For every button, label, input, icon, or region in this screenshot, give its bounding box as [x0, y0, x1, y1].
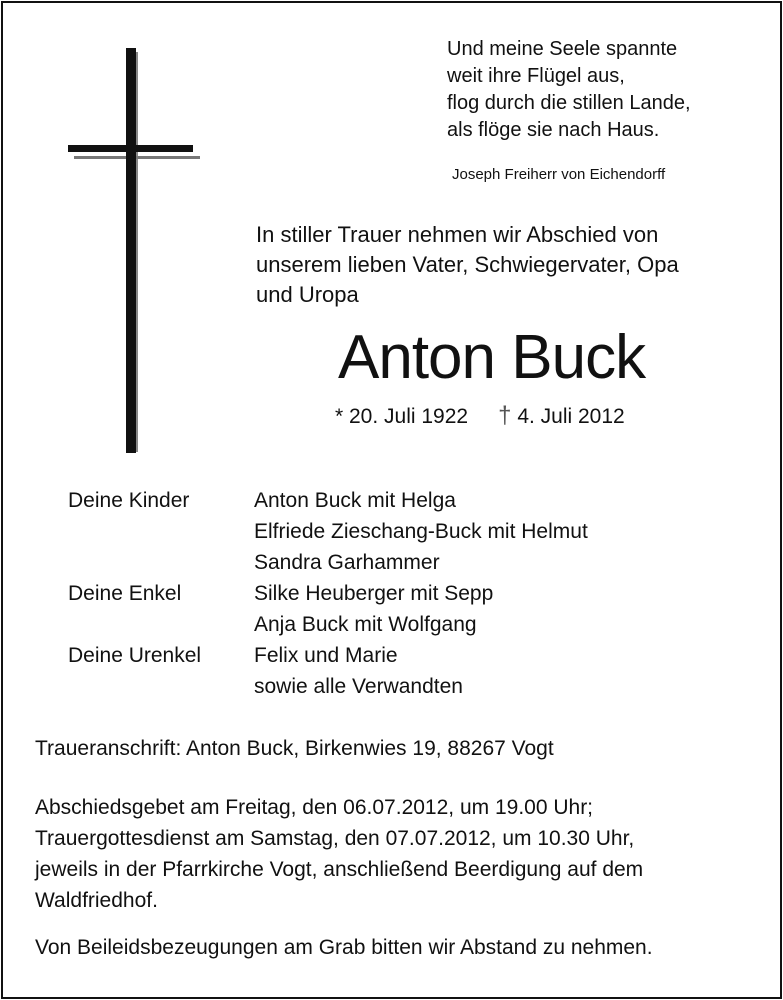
closing-note: Von Beileidsbezeugungen am Grab bitten wir Abstand zu nehmen. — [35, 936, 653, 959]
dagger-icon: † — [498, 402, 512, 429]
family-names — [254, 485, 588, 578]
birth-date: * 20. Juli 1922 — [335, 405, 469, 428]
family-label: Deine Enkel — [68, 582, 182, 605]
family-name: Anton Buck mit Helga — [254, 489, 456, 512]
poem — [447, 36, 691, 144]
family-names — [254, 578, 493, 640]
service-line: jeweils in der Pfarrkirche Vogt, anschließend Beerdigung auf dem — [35, 858, 644, 881]
intro-line: unserem lieben Vater, Schwiegervater, Opa — [256, 252, 679, 277]
intro-line: und Uropa — [256, 282, 359, 307]
service-line: Waldfriedhof. — [35, 889, 158, 912]
intro-text — [256, 220, 679, 310]
family-label: Deine Urenkel — [68, 644, 202, 667]
mourning-address: Traueranschrift: Anton Buck, Birkenwies 19, 88267 Vogt — [35, 737, 554, 760]
poem-line: weit ihre Flügel aus, — [447, 65, 625, 87]
death-date: 4. Juli 2012 — [517, 405, 625, 428]
family-name: Felix und Marie — [254, 644, 398, 667]
family-label: Deine Kinder — [68, 489, 190, 512]
family-name: sowie alle Verwandten — [254, 675, 463, 698]
family-name: Elfriede Zieschang-Buck mit Helmut — [254, 520, 588, 543]
family-name: Silke Heuberger mit Sepp — [254, 582, 494, 605]
family-name: Sandra Garhammer — [254, 551, 440, 574]
poem-line: flog durch die stillen Lande, — [447, 92, 691, 114]
deceased-name: Anton Buck — [338, 323, 646, 392]
poem-author: Joseph Freiherr von Eichendorff — [452, 166, 666, 183]
service-info — [35, 792, 643, 916]
family-names — [254, 640, 463, 702]
family-name: Anja Buck mit Wolfgang — [254, 613, 477, 636]
service-line: Abschiedsgebet am Freitag, den 06.07.2012, um 19.00 Uhr; — [35, 796, 594, 819]
intro-line: In stiller Trauer nehmen wir Abschied von — [256, 222, 659, 247]
poem-line: als flöge sie nach Haus. — [447, 119, 660, 141]
service-line: Trauergottesdienst am Samstag, den 07.07.2012, um 10.30 Uhr, — [35, 827, 635, 850]
poem-line: Und meine Seele spannte — [447, 38, 678, 60]
life-dates — [335, 402, 625, 430]
